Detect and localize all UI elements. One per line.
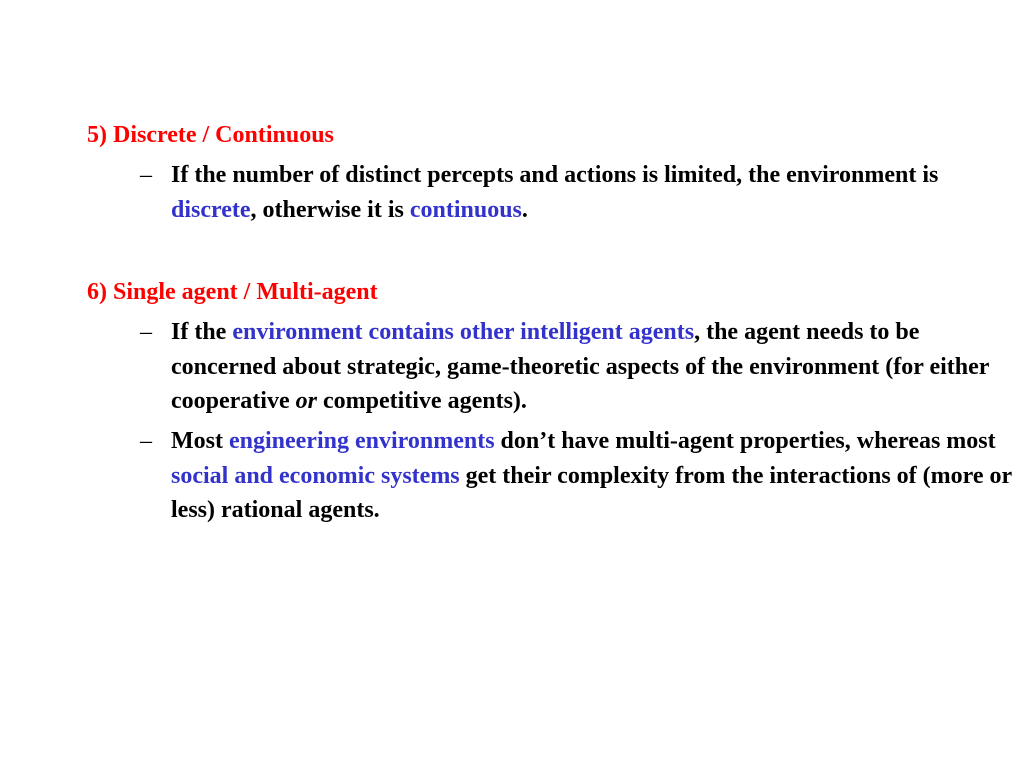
text-run: If the <box>171 319 233 345</box>
text-run: . <box>521 196 528 223</box>
text-run: Most <box>171 428 229 454</box>
text-run: , otherwise it is <box>250 196 410 223</box>
highlight-continuous: continuous <box>409 196 522 223</box>
heading-text: 6) Single agent / Multi-agent <box>87 279 378 305</box>
highlight-social-economic-systems: social and economic systems <box>171 462 460 489</box>
dash-bullet-marker: – <box>140 162 152 188</box>
bullet-text <box>171 158 1020 227</box>
dash-bullet-marker: – <box>140 319 152 345</box>
text-run: competitive agents). <box>316 388 527 414</box>
highlight-discrete: discrete <box>171 196 251 223</box>
bullet-text <box>171 315 1020 419</box>
section-heading-single-multi-agent <box>87 275 378 309</box>
emphasis-or: or <box>295 388 317 414</box>
section-heading-discrete-continuous <box>87 118 334 152</box>
dash-bullet-marker: – <box>140 428 152 454</box>
bullet-intelligent-agents <box>140 315 1020 419</box>
text-run: , the agent needs to be concerned about strategic, game-theoretic aspects of the environment (for either cooperative <box>171 319 990 414</box>
text-run: don’t have multi-agent properties, whereas most <box>494 428 996 454</box>
text-run: get their complexity from the interactions of (more or less) rational agents. <box>171 462 1012 523</box>
heading-text: 5) Discrete / Continuous <box>87 122 334 148</box>
bullet-discrete-continuous <box>140 158 1020 227</box>
bullet-engineering-social <box>140 424 1020 528</box>
bullet-text <box>171 424 1020 528</box>
highlight-environment-agents: environment contains other intelligent agents <box>232 319 695 345</box>
text-run: If the number of distinct percepts and actions is limited, the environment is <box>171 162 939 188</box>
highlight-engineering-environments: engineering environments <box>228 428 495 454</box>
